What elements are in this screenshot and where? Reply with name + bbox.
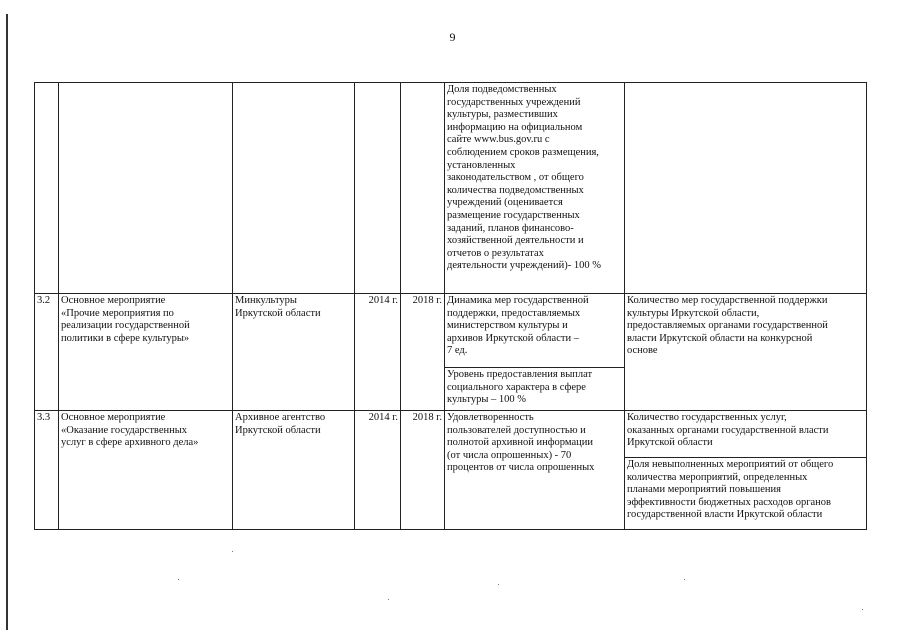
- cell-num: 3.3: [35, 411, 59, 530]
- scan-speck: [684, 579, 685, 580]
- cell-indicator: Уровень предоставления выплат социального характера в сфере культуры – 100 %: [445, 368, 625, 411]
- cell-indicator: Динамика мер государственной поддержки, предоставляемых министерством культуры и архивов Иркутской области – 7 ед.: [445, 294, 625, 368]
- scan-speck: [232, 551, 233, 552]
- cell-end: 2018 г.: [401, 411, 445, 530]
- cell-executor: [233, 83, 355, 294]
- cell-indicator: Удовлетворенность пользователей доступностью и полнотой архивной информации (от числа опрошенных) - 70 процентов от числа опрошенных: [445, 411, 625, 530]
- cell-relation: Количество мер государственной поддержки культуры Иркутской области, предоставляемых органами государственной власти Иркутской области на конкурсной основе: [625, 294, 867, 411]
- table-row: [35, 83, 867, 294]
- cell-start: [355, 83, 401, 294]
- cell-num: [35, 83, 59, 294]
- scan-speck: [178, 579, 179, 580]
- scan-speck: [388, 599, 389, 600]
- cell-executor: Архивное агентство Иркутской области: [233, 411, 355, 530]
- table-row: [35, 294, 867, 368]
- cell-relation: Количество государственных услуг, оказанных органами государственной власти Иркутской области: [625, 411, 867, 458]
- cell-activity: Основное мероприятие «Прочие мероприятия по реализации государственной политики в сфере культуры»: [59, 294, 233, 411]
- cell-activity: [59, 83, 233, 294]
- cell-relation: Доля невыполненных мероприятий от общего количества мероприятий, определенных планами мероприятий повышения эффективности бюджетных расходов органов государственной власти Иркутской области: [625, 458, 867, 530]
- cell-activity: Основное мероприятие «Оказание государственных услуг в сфере архивного дела»: [59, 411, 233, 530]
- scan-edge: [6, 14, 8, 630]
- scan-speck: [498, 584, 499, 585]
- page-number: 9: [449, 30, 456, 44]
- cell-end: [401, 83, 445, 294]
- cell-start: 2014 г.: [355, 294, 401, 411]
- cell-indicator: Доля подведомственных государственных учреждений культуры, разместивших информацию на официальном сайте www.bus.gov.ru с соблюдением сроков размещения, установленных законодательством , от общего количества подведомственных учреждений (оценивается размещение государственных заданий, планов финансово- хозяйственной деятельности и отчетов о результатах деятельности учреждений)- 100 %: [445, 83, 625, 294]
- cell-end: 2018 г.: [401, 294, 445, 411]
- cell-start: 2014 г.: [355, 411, 401, 530]
- cell-executor: Минкультуры Иркутской области: [233, 294, 355, 411]
- table-row: [35, 411, 867, 458]
- program-table: [34, 82, 867, 530]
- cell-num: 3.2: [35, 294, 59, 411]
- scan-speck: [862, 609, 863, 610]
- cell-relation: [625, 83, 867, 294]
